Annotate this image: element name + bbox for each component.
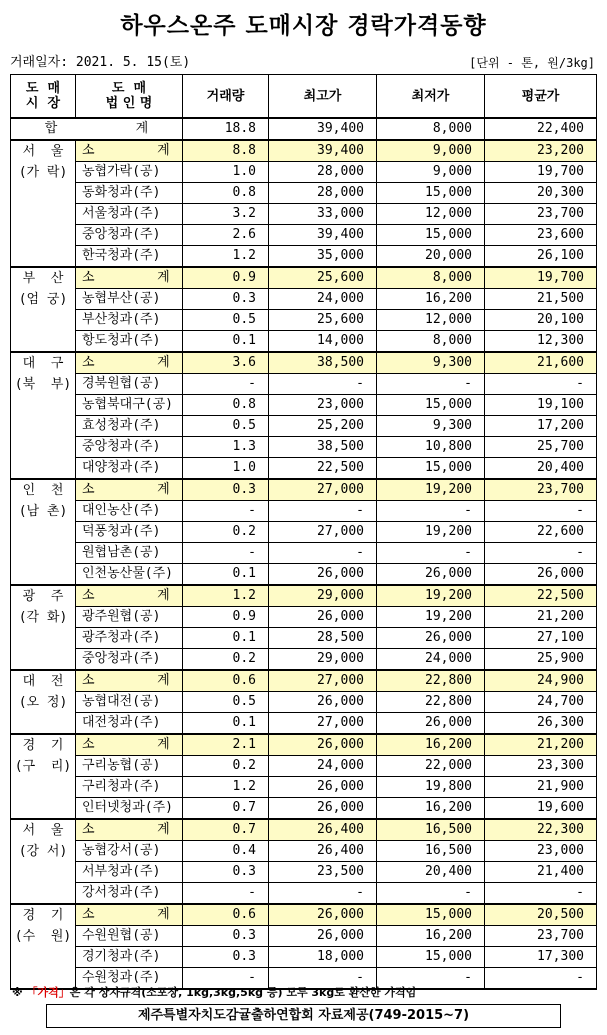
corp-name: 항도청과(주)	[76, 331, 183, 353]
table-row	[11, 607, 597, 628]
min-price-cell: 22,800	[377, 692, 485, 713]
corp-name: 대양청과(주)	[76, 458, 183, 480]
avg-price-cell: -	[485, 501, 597, 522]
min-price-cell: 20,400	[377, 862, 485, 883]
corp-name: 인천농산물(주)	[76, 564, 183, 586]
avg-price-cell: 23,700	[485, 926, 597, 947]
min-price-cell: 20,000	[377, 246, 485, 268]
min-price-cell: 22,000	[377, 756, 485, 777]
volume-cell: 0.7	[183, 798, 269, 820]
min-price-cell: 16,200	[377, 289, 485, 310]
volume-cell: 0.1	[183, 628, 269, 649]
source-box: 제주특별자치도감귤출하연합회 자료제공(749-2015~7)	[46, 1004, 561, 1028]
volume-cell: 0.3	[183, 926, 269, 947]
max-price-cell: 28,500	[269, 628, 377, 649]
min-price-cell: 9,000	[377, 140, 485, 162]
max-price-cell: 26,400	[269, 819, 377, 841]
max-price-cell: 39,400	[269, 225, 377, 246]
table-row	[11, 501, 597, 522]
avg-price-cell: 23,600	[485, 225, 597, 246]
min-price-cell: 16,200	[377, 926, 485, 947]
min-price-cell: 9,300	[377, 352, 485, 374]
volume-cell: 0.6	[183, 904, 269, 926]
unit-label: [단위 - 톤, 원/3kg]	[469, 56, 595, 70]
subtotal-row	[11, 734, 597, 756]
market-name: 서 울 (강 서)	[11, 819, 76, 904]
corp-name: 원협남촌(공)	[76, 543, 183, 564]
table-row	[11, 416, 597, 437]
volume-cell: -	[183, 968, 269, 990]
avg-price-cell: 19,600	[485, 798, 597, 820]
table-row	[11, 543, 597, 564]
volume-cell: 1.3	[183, 437, 269, 458]
min-price-cell: 16,200	[377, 798, 485, 820]
corp-name: 중앙청과(주)	[76, 437, 183, 458]
footnote-price-term: 「가격」	[26, 986, 70, 999]
corp-name: 소 계	[76, 140, 183, 162]
max-price-cell: 26,000	[269, 926, 377, 947]
total-min: 8,000	[377, 118, 485, 140]
table-row	[11, 841, 597, 862]
min-price-cell: 19,200	[377, 522, 485, 543]
avg-price-cell: 22,300	[485, 819, 597, 841]
corp-name: 경북원협(공)	[76, 374, 183, 395]
min-price-cell: -	[377, 543, 485, 564]
avg-price-cell: 21,200	[485, 734, 597, 756]
max-price-cell: 26,000	[269, 607, 377, 628]
subtotal-row	[11, 267, 597, 289]
min-price-cell: 15,000	[377, 395, 485, 416]
corp-name: 소 계	[76, 670, 183, 692]
max-price-cell: -	[269, 501, 377, 522]
volume-cell: 0.5	[183, 416, 269, 437]
volume-cell: 0.4	[183, 841, 269, 862]
table-row	[11, 458, 597, 480]
table-row	[11, 522, 597, 543]
min-price-cell: 16,500	[377, 819, 485, 841]
volume-cell: 1.0	[183, 162, 269, 183]
min-price-cell: 19,800	[377, 777, 485, 798]
max-price-cell: 25,600	[269, 267, 377, 289]
market-name: 서 울 (가 락)	[11, 140, 76, 267]
corp-name: 소 계	[76, 904, 183, 926]
volume-cell: 0.1	[183, 713, 269, 735]
corp-name: 한국청과(주)	[76, 246, 183, 268]
volume-cell: 0.2	[183, 649, 269, 671]
min-price-cell: 16,200	[377, 734, 485, 756]
table-row	[11, 225, 597, 246]
max-price-cell: 38,500	[269, 437, 377, 458]
avg-price-cell: 23,700	[485, 479, 597, 501]
min-price-cell: 26,000	[377, 564, 485, 586]
corp-name: 강서청과(주)	[76, 883, 183, 905]
table-row	[11, 883, 597, 905]
min-price-cell: 8,000	[377, 267, 485, 289]
corp-name: 농협북대구(공)	[76, 395, 183, 416]
avg-price-cell: 12,300	[485, 331, 597, 353]
avg-price-cell: 25,700	[485, 437, 597, 458]
volume-cell: 0.7	[183, 819, 269, 841]
avg-price-cell: -	[485, 374, 597, 395]
max-price-cell: 26,400	[269, 841, 377, 862]
market-name: 인 천 (남 촌)	[11, 479, 76, 585]
table-body	[11, 118, 597, 989]
table-row	[11, 777, 597, 798]
footnote-mark: ※	[12, 986, 27, 999]
table-row	[11, 162, 597, 183]
min-price-cell: 24,000	[377, 649, 485, 671]
avg-price-cell: 26,000	[485, 564, 597, 586]
max-price-cell: 14,000	[269, 331, 377, 353]
corp-name: 중앙청과(주)	[76, 649, 183, 671]
volume-cell: 1.2	[183, 246, 269, 268]
avg-price-cell: 23,000	[485, 841, 597, 862]
volume-cell: 0.3	[183, 479, 269, 501]
table-row	[11, 628, 597, 649]
min-price-cell: -	[377, 501, 485, 522]
corp-name: 소 계	[76, 352, 183, 374]
subtotal-row	[11, 585, 597, 607]
volume-cell: 3.2	[183, 204, 269, 225]
volume-cell: 0.2	[183, 522, 269, 543]
max-price-cell: 26,000	[269, 564, 377, 586]
max-price-cell: 38,500	[269, 352, 377, 374]
max-price-cell: 18,000	[269, 947, 377, 968]
avg-price-cell: 23,300	[485, 756, 597, 777]
table-row	[11, 692, 597, 713]
total-max: 39,400	[269, 118, 377, 140]
price-table	[10, 74, 597, 990]
table-row	[11, 204, 597, 225]
table-row	[11, 713, 597, 735]
corp-name: 중앙청과(주)	[76, 225, 183, 246]
volume-cell: 0.9	[183, 607, 269, 628]
corp-name: 소 계	[76, 267, 183, 289]
corp-name: 서울청과(주)	[76, 204, 183, 225]
subtotal-row	[11, 140, 597, 162]
meta-bar	[10, 53, 595, 73]
footnote-text: 은 각 상자규격(소포장, 1kg,3kg,5kg 등) 모두 3kg로 환산한 가격임	[69, 986, 417, 999]
min-price-cell: -	[377, 883, 485, 905]
table-row	[11, 183, 597, 204]
volume-cell: -	[183, 374, 269, 395]
avg-price-cell: 21,400	[485, 862, 597, 883]
avg-price-cell: 19,700	[485, 162, 597, 183]
max-price-cell: 26,000	[269, 734, 377, 756]
corp-name: 덕풍청과(주)	[76, 522, 183, 543]
corp-name: 광주원협(공)	[76, 607, 183, 628]
corp-name: 수원원협(공)	[76, 926, 183, 947]
corp-name: 소 계	[76, 819, 183, 841]
corp-name: 서부청과(주)	[76, 862, 183, 883]
avg-price-cell: 21,200	[485, 607, 597, 628]
volume-cell: 0.3	[183, 947, 269, 968]
volume-cell: -	[183, 883, 269, 905]
header-market: 도 매 시 장	[11, 75, 76, 119]
table-row	[11, 246, 597, 268]
corp-name: 경기청과(주)	[76, 947, 183, 968]
corp-name: 소 계	[76, 479, 183, 501]
volume-cell: -	[183, 501, 269, 522]
total-label: 합 계	[11, 118, 183, 140]
volume-cell: 2.6	[183, 225, 269, 246]
table-row	[11, 798, 597, 820]
max-price-cell: -	[269, 968, 377, 990]
max-price-cell: 33,000	[269, 204, 377, 225]
avg-price-cell: 19,100	[485, 395, 597, 416]
avg-price-cell: 20,100	[485, 310, 597, 331]
total-volume: 18.8	[183, 118, 269, 140]
volume-cell: 1.2	[183, 777, 269, 798]
table-row	[11, 649, 597, 671]
min-price-cell: 15,000	[377, 947, 485, 968]
table-row	[11, 395, 597, 416]
table-row	[11, 947, 597, 968]
max-price-cell: 27,000	[269, 713, 377, 735]
corp-name: 부산청과(주)	[76, 310, 183, 331]
corp-name: 농협강서(공)	[76, 841, 183, 862]
max-price-cell: 26,000	[269, 798, 377, 820]
corp-name: 수원청과(주)	[76, 968, 183, 990]
table-row	[11, 756, 597, 777]
avg-price-cell: 17,300	[485, 947, 597, 968]
volume-cell: 0.8	[183, 395, 269, 416]
avg-price-cell: 21,600	[485, 352, 597, 374]
volume-cell: 0.2	[183, 756, 269, 777]
corp-name: 농협부산(공)	[76, 289, 183, 310]
table-row	[11, 926, 597, 947]
max-price-cell: -	[269, 374, 377, 395]
avg-price-cell: 21,900	[485, 777, 597, 798]
subtotal-row	[11, 904, 597, 926]
header-corp: 도 매 법 인 명	[76, 75, 183, 119]
avg-price-cell: 20,500	[485, 904, 597, 926]
min-price-cell: 19,200	[377, 479, 485, 501]
volume-cell: 0.1	[183, 564, 269, 586]
avg-price-cell: 25,900	[485, 649, 597, 671]
max-price-cell: 23,000	[269, 395, 377, 416]
max-price-cell: 23,500	[269, 862, 377, 883]
avg-price-cell: 22,600	[485, 522, 597, 543]
max-price-cell: 25,600	[269, 310, 377, 331]
max-price-cell: 39,400	[269, 140, 377, 162]
subtotal-row	[11, 819, 597, 841]
min-price-cell: 26,000	[377, 628, 485, 649]
corp-name: 소 계	[76, 734, 183, 756]
avg-price-cell: 17,200	[485, 416, 597, 437]
max-price-cell: 27,000	[269, 479, 377, 501]
max-price-cell: -	[269, 543, 377, 564]
subtotal-row	[11, 352, 597, 374]
min-price-cell: 8,000	[377, 331, 485, 353]
avg-price-cell: -	[485, 968, 597, 990]
market-name: 대 전 (오 정)	[11, 670, 76, 734]
avg-price-cell: 21,500	[485, 289, 597, 310]
min-price-cell: 22,800	[377, 670, 485, 692]
table-row	[11, 374, 597, 395]
volume-cell: 3.6	[183, 352, 269, 374]
subtotal-row	[11, 479, 597, 501]
volume-cell: 0.5	[183, 310, 269, 331]
header-avg-price: 평균가	[485, 75, 597, 119]
table-row	[11, 564, 597, 586]
min-price-cell: 10,800	[377, 437, 485, 458]
avg-price-cell: 24,900	[485, 670, 597, 692]
header-min-price: 최저가	[377, 75, 485, 119]
avg-price-cell: 23,700	[485, 204, 597, 225]
market-name: 경 기 (수 원)	[11, 904, 76, 989]
footnote	[12, 984, 416, 1000]
corp-name: 구리청과(주)	[76, 777, 183, 798]
min-price-cell: 19,200	[377, 585, 485, 607]
min-price-cell: 15,000	[377, 183, 485, 204]
avg-price-cell: 26,300	[485, 713, 597, 735]
table-row	[11, 437, 597, 458]
volume-cell: 0.3	[183, 862, 269, 883]
corp-name: 광주청과(주)	[76, 628, 183, 649]
min-price-cell: -	[377, 374, 485, 395]
header-volume: 거래량	[183, 75, 269, 119]
max-price-cell: 29,000	[269, 649, 377, 671]
max-price-cell: 28,000	[269, 183, 377, 204]
avg-price-cell: 27,100	[485, 628, 597, 649]
corp-name: 소 계	[76, 585, 183, 607]
total-row	[11, 118, 597, 140]
max-price-cell: 29,000	[269, 585, 377, 607]
max-price-cell: 24,000	[269, 289, 377, 310]
min-price-cell: 19,200	[377, 607, 485, 628]
avg-price-cell: 26,100	[485, 246, 597, 268]
max-price-cell: 35,000	[269, 246, 377, 268]
min-price-cell: 15,000	[377, 458, 485, 480]
corp-name: 대전청과(주)	[76, 713, 183, 735]
table-row	[11, 289, 597, 310]
volume-cell: 1.0	[183, 458, 269, 480]
table-row	[11, 862, 597, 883]
max-price-cell: -	[269, 883, 377, 905]
volume-cell: 1.2	[183, 585, 269, 607]
header-max-price: 최고가	[269, 75, 377, 119]
corp-name: 농협대전(공)	[76, 692, 183, 713]
min-price-cell: 12,000	[377, 204, 485, 225]
min-price-cell: 16,500	[377, 841, 485, 862]
avg-price-cell: 22,500	[485, 585, 597, 607]
min-price-cell: 9,000	[377, 162, 485, 183]
trade-date: 거래일자: 2021. 5. 15(토)	[10, 55, 191, 70]
min-price-cell: 15,000	[377, 225, 485, 246]
total-avg: 22,400	[485, 118, 597, 140]
corp-name: 동화청과(주)	[76, 183, 183, 204]
avg-price-cell: -	[485, 883, 597, 905]
corp-name: 인터넷청과(주)	[76, 798, 183, 820]
market-name: 광 주 (각 화)	[11, 585, 76, 670]
volume-cell: 2.1	[183, 734, 269, 756]
volume-cell: 0.9	[183, 267, 269, 289]
min-price-cell: 12,000	[377, 310, 485, 331]
corp-name: 대인농산(주)	[76, 501, 183, 522]
max-price-cell: 22,500	[269, 458, 377, 480]
corp-name: 농협가락(공)	[76, 162, 183, 183]
avg-price-cell: -	[485, 543, 597, 564]
corp-name: 구리농협(공)	[76, 756, 183, 777]
subtotal-row	[11, 670, 597, 692]
max-price-cell: 26,000	[269, 777, 377, 798]
volume-cell: -	[183, 543, 269, 564]
avg-price-cell: 19,700	[485, 267, 597, 289]
avg-price-cell: 23,200	[485, 140, 597, 162]
max-price-cell: 24,000	[269, 756, 377, 777]
max-price-cell: 27,000	[269, 670, 377, 692]
volume-cell: 0.8	[183, 183, 269, 204]
avg-price-cell: 20,400	[485, 458, 597, 480]
volume-cell: 0.6	[183, 670, 269, 692]
min-price-cell: 9,300	[377, 416, 485, 437]
volume-cell: 0.1	[183, 331, 269, 353]
max-price-cell: 27,000	[269, 522, 377, 543]
market-name: 경 기 (구 리)	[11, 734, 76, 819]
max-price-cell: 26,000	[269, 904, 377, 926]
avg-price-cell: 20,300	[485, 183, 597, 204]
market-name: 부 산 (엄 궁)	[11, 267, 76, 352]
volume-cell: 0.5	[183, 692, 269, 713]
table-row	[11, 331, 597, 353]
max-price-cell: 25,200	[269, 416, 377, 437]
min-price-cell: 26,000	[377, 713, 485, 735]
corp-name: 효성청과(주)	[76, 416, 183, 437]
volume-cell: 0.3	[183, 289, 269, 310]
max-price-cell: 26,000	[269, 692, 377, 713]
header-row	[11, 75, 597, 119]
page-title: 하우스온주 도매시장 경락가격동향	[120, 13, 487, 39]
table-row	[11, 310, 597, 331]
market-name: 대 구 (북 부)	[11, 352, 76, 479]
min-price-cell: -	[377, 968, 485, 990]
avg-price-cell: 24,700	[485, 692, 597, 713]
min-price-cell: 15,000	[377, 904, 485, 926]
volume-cell: 8.8	[183, 140, 269, 162]
max-price-cell: 28,000	[269, 162, 377, 183]
